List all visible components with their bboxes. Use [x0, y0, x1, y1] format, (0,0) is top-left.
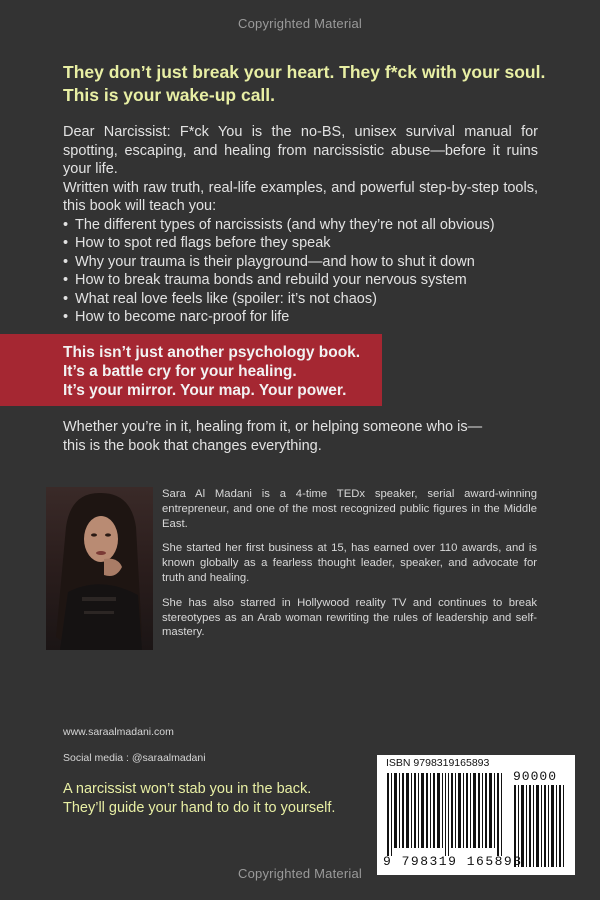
author-portrait-icon: [46, 487, 153, 650]
quote-line: A narcissist won’t stab you in the back.: [63, 781, 312, 797]
watermark-top: Copyrighted Material: [238, 16, 362, 31]
book-description: [63, 123, 538, 327]
bullet-item: • How to become narc-proof for life: [63, 308, 538, 327]
isbn-barcode: [377, 755, 575, 875]
website-text: www.saraalmadani.com: [63, 726, 174, 738]
quote-line: They’ll guide your hand to do it to yourself.: [63, 800, 336, 816]
description-paragraph: Written with raw truth, real-life examples, and powerful step-by-step tools, this book will teach you:: [63, 179, 538, 214]
bullet-item: • What real love feels like (spoiler: it’s not chaos): [63, 290, 538, 309]
headline-line: This is your wake-up call.: [63, 85, 276, 105]
bullet-item: • Why your trauma is their playground—and how to shut it down: [63, 253, 538, 272]
bio-paragraph: Sara Al Madani is a 4-time TEDx speaker, serial award-winning entrepreneur, and one of the most recognized public figures in the Middle East.: [162, 488, 537, 530]
bullet-item: • How to break trauma bonds and rebuild your nervous system: [63, 271, 538, 290]
description-paragraph: Dear Narcissist: F*ck You is the no-BS, unisex survival manual for spotting, escaping, and healing from narcissistic abuse—before it ruins your life.: [63, 124, 538, 177]
headline-line: They don’t just break your heart. They f*ck with your soul.: [63, 62, 546, 82]
isbn-label: ISBN 9798319165893: [386, 757, 490, 769]
social-media-text: Social media : @saraalmadani: [63, 752, 206, 764]
bullet-item: • The different types of narcissists (and why they’re not all obvious): [63, 216, 538, 235]
bio-paragraph: She has also starred in Hollywood reality TV and continues to break stereotypes as an Arab woman rewriting the rules of leadership and self-mastery.: [162, 596, 537, 639]
bio-paragraph: She started her first business at 15, has earned over 110 awards, and is known globally as a fearless thought leader, speaker, and advocate for truth and healing.: [162, 542, 537, 584]
closing-text: [63, 418, 533, 455]
bullet-item: • How to spot red flags before they speak: [63, 234, 538, 253]
banner-line: It’s a battle cry for your healing.: [63, 363, 297, 380]
banner-line: This isn’t just another psychology book.: [63, 344, 361, 361]
author-bio: [162, 487, 537, 650]
banner-line: It’s your mirror. Your map. Your power.: [63, 382, 347, 399]
author-photo: [46, 487, 153, 650]
banner-text: [63, 343, 393, 400]
price-code: 90000: [513, 769, 558, 784]
isbn-digits: 9 798319 165893: [383, 854, 523, 869]
closing-line: this is the book that changes everything.: [63, 437, 322, 454]
closing-quote: [63, 780, 383, 818]
watermark-bottom: Copyrighted Material: [238, 866, 362, 881]
headline: [63, 61, 563, 107]
bullet-list: [63, 216, 538, 327]
closing-line: Whether you’re in it, healing from it, or helping someone who is—: [63, 419, 483, 435]
